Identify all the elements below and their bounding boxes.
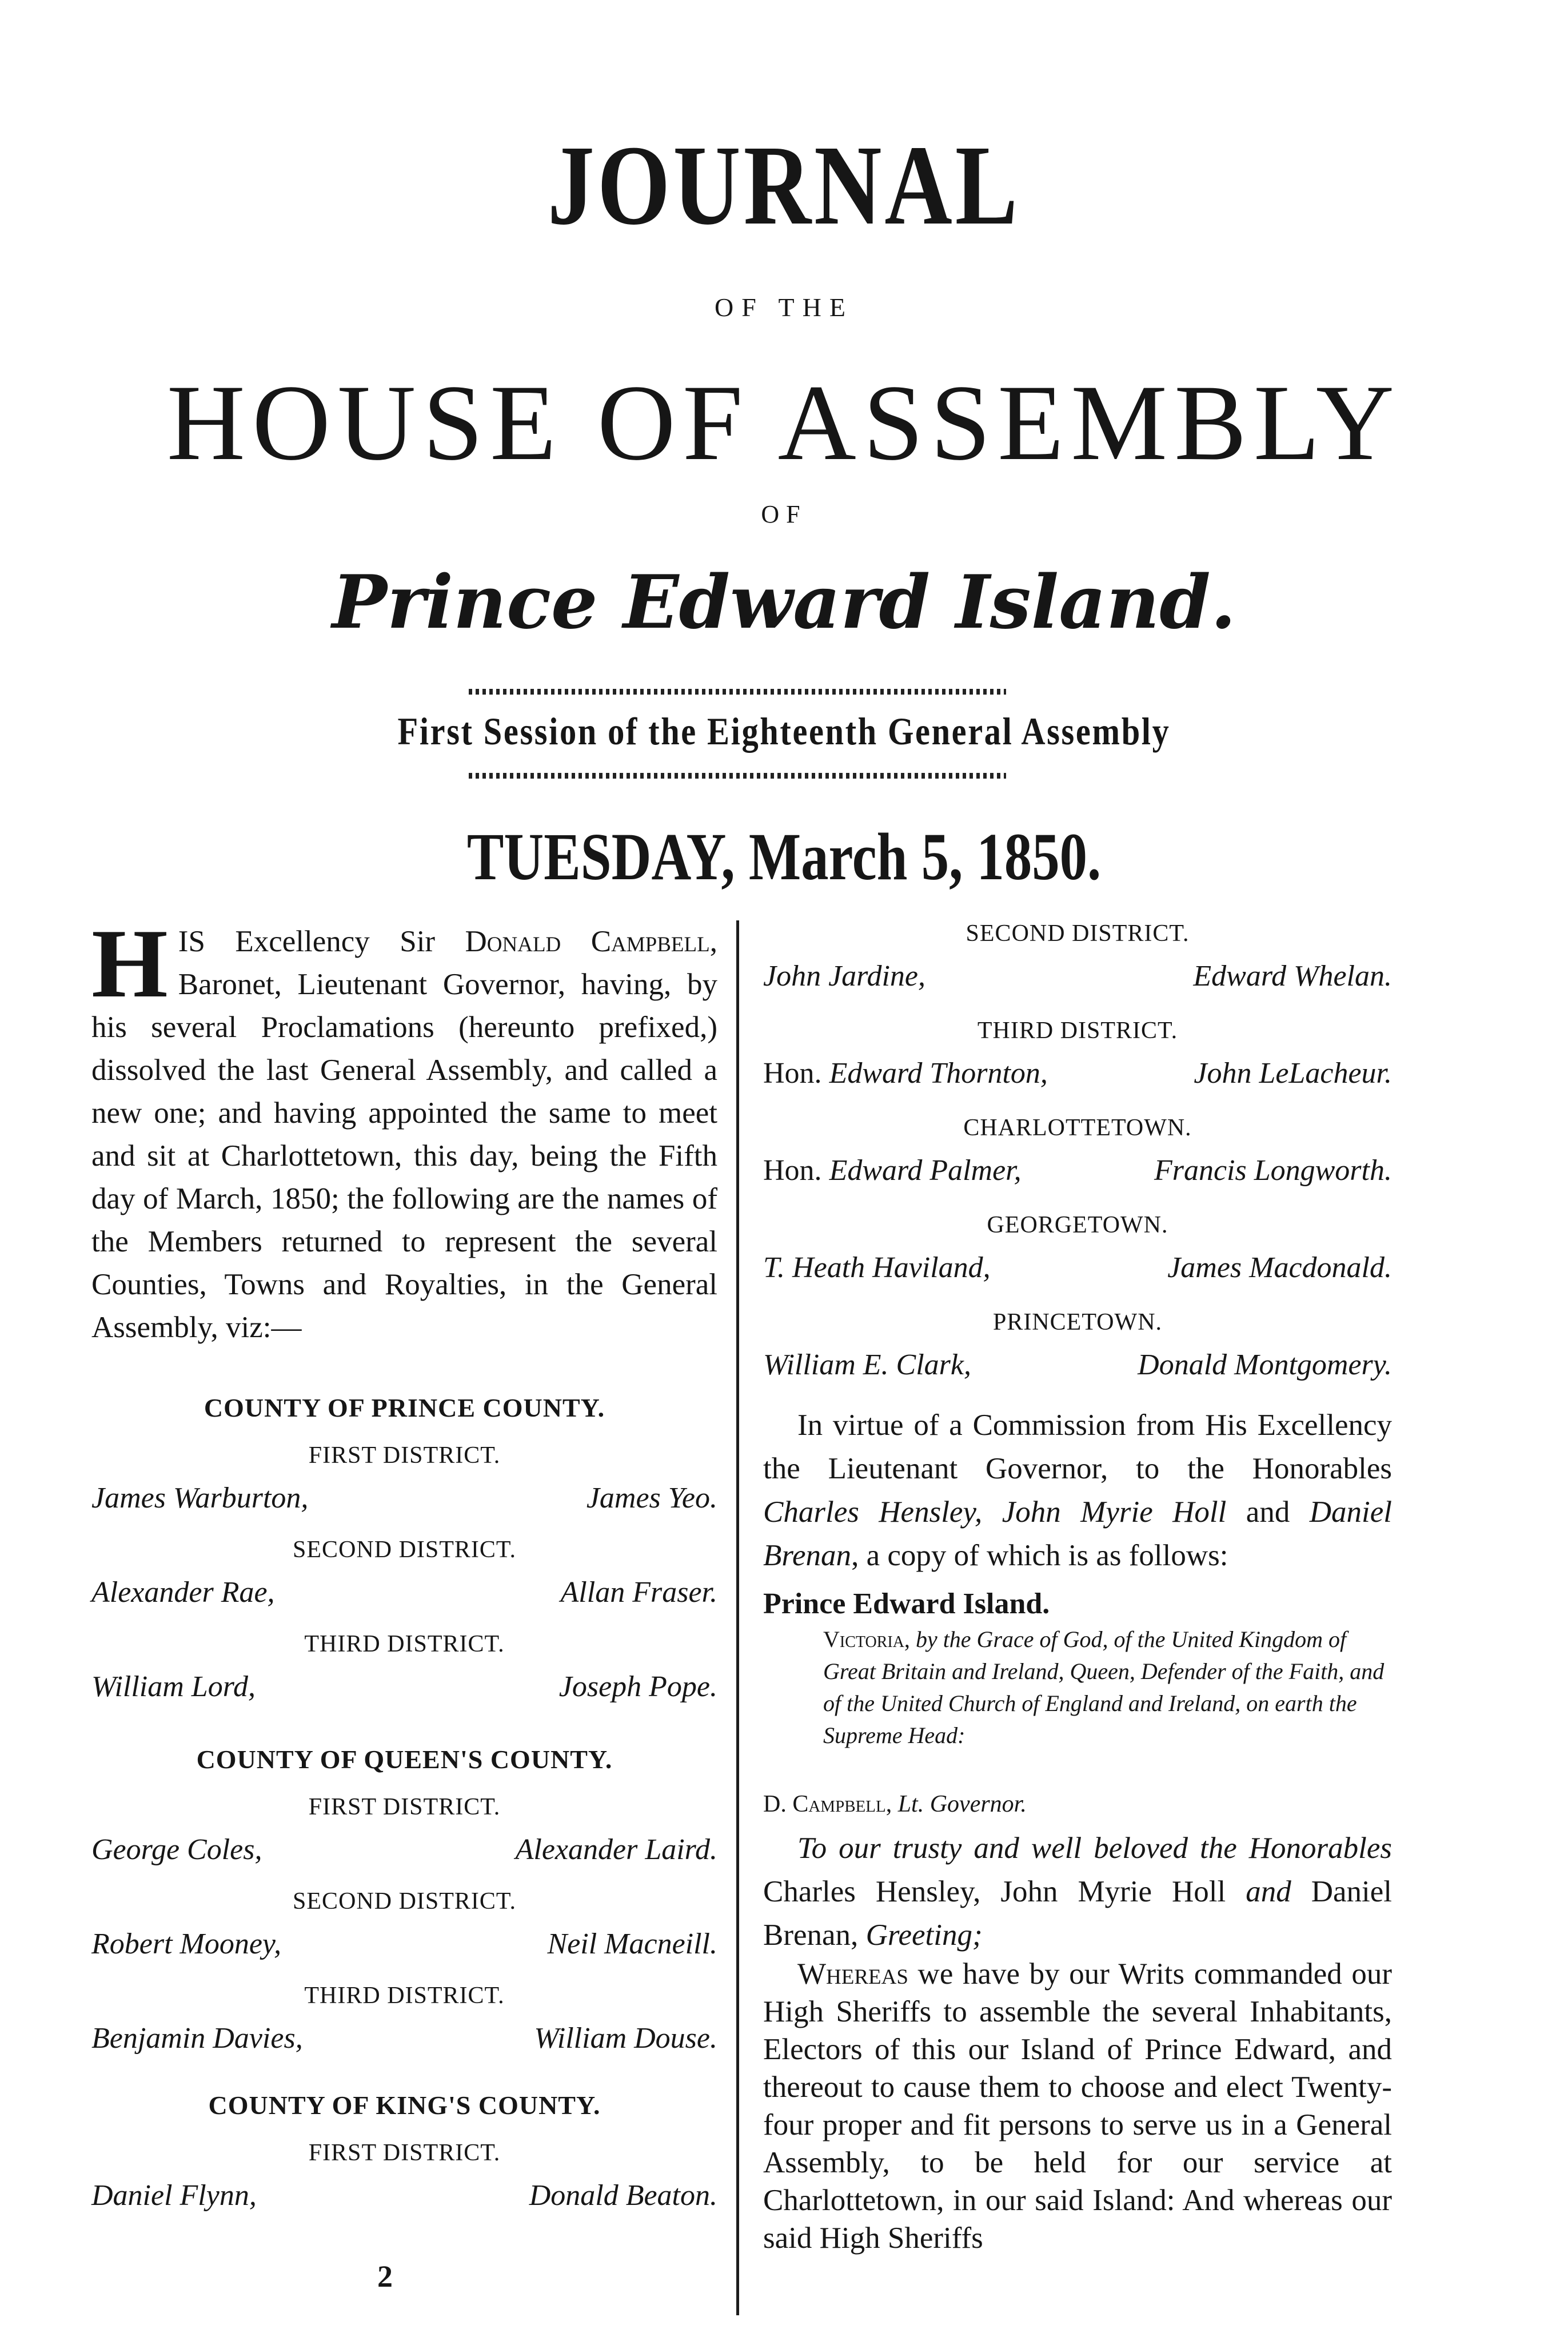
- member-name: Daniel Flynn,: [91, 2179, 257, 2212]
- district-heading: THIRD DISTRICT.: [977, 1018, 1178, 1044]
- member-name: William Lord,: [91, 1670, 256, 1703]
- district-heading: FIRST DISTRICT.: [308, 1794, 501, 1820]
- district-heading: CHARLOTTETOWN.: [963, 1115, 1192, 1141]
- member-name: Edward Whelan.: [1193, 960, 1392, 992]
- journal-title: JOURNAL: [547, 122, 1021, 249]
- member-name: Alexander Rae,: [91, 1576, 275, 1609]
- commissioner-names: Charles Hensley, John Myrie Holl: [763, 1495, 1227, 1529]
- column-divider: [736, 920, 739, 2315]
- county-heading-prince: COUNTY OF PRINCE COUNTY.: [204, 1393, 605, 1422]
- house-of-assembly-title: HOUSE OF ASSEMBLY: [166, 363, 1402, 483]
- county-heading-kings: COUNTY OF KING'S COUNTY.: [208, 2091, 601, 2120]
- royal-style-text: by the Grace of God, of the United Kingdom of Great Britain and Ireland, Queen, Defender of the Faith, and of the United Church of England and Ireland, on earth the Supreme Head:: [823, 1626, 1385, 1748]
- province-title: Prince Edward Island.: [332, 560, 1236, 645]
- signature-title: Lt. Governor.: [892, 1791, 1027, 1817]
- proclamation-heading: Prince Edward Island.: [763, 1588, 1050, 1620]
- member-name: William Douse.: [534, 2022, 717, 2055]
- member-name: Edward Thornton,: [829, 1057, 1048, 1090]
- district-heading: FIRST DISTRICT.: [308, 1442, 501, 1469]
- bottom-ornamental-rule: [469, 773, 1006, 779]
- member-name: James Macdonald.: [1167, 1251, 1392, 1284]
- member-name: Donald Montgomery.: [1138, 1349, 1392, 1381]
- greeting-paragraph: [763, 1826, 1392, 1957]
- member-name: Joseph Pope.: [558, 1670, 717, 1703]
- district-heading: PRINCETOWN.: [992, 1309, 1163, 1335]
- whereas-paragraph: [763, 1955, 1392, 2257]
- governor-signature-line: [763, 1792, 1027, 1816]
- session-date: TUESDAY, March 5, 1850.: [466, 819, 1102, 894]
- greeting-text: To our trusty and well beloved the Honorables: [797, 1832, 1392, 1865]
- member-name: Alexander Laird.: [515, 1833, 717, 1866]
- district-heading: THIRD DISTRICT.: [304, 1631, 505, 1657]
- greeting-names: Charles Hensley, John Myrie Holl: [763, 1875, 1246, 1908]
- page-number: 2: [377, 2259, 393, 2294]
- member-name: Edward Palmer,: [829, 1154, 1022, 1187]
- commission-and: and: [1226, 1495, 1310, 1529]
- member-name: Neil Macneill.: [547, 1928, 717, 1960]
- honorific: Hon.: [763, 1057, 829, 1090]
- district-heading: SECOND DISTRICT.: [293, 1888, 516, 1915]
- member-name: T. Heath Haviland,: [763, 1251, 991, 1284]
- of-the-line: OF THE: [715, 293, 853, 322]
- district-heading: SECOND DISTRICT.: [965, 920, 1190, 947]
- member-name: John LeLacheur.: [1194, 1057, 1392, 1090]
- member-name: Francis Longworth.: [1154, 1154, 1392, 1187]
- whereas-word: Whereas: [797, 1957, 908, 1991]
- district-heading: SECOND DISTRICT.: [293, 1537, 516, 1563]
- top-ornamental-rule: [469, 689, 1006, 695]
- drop-cap: H: [91, 910, 168, 1018]
- greeting-word: Greeting;: [865, 1919, 983, 1952]
- intro-paragraph: [91, 910, 717, 1349]
- member-name: John Jardine,: [763, 960, 925, 992]
- member-name: James Yeo.: [586, 1482, 717, 1514]
- commission-text-end: , a copy of which is as follows:: [851, 1539, 1228, 1572]
- member-name: Robert Mooney,: [91, 1928, 282, 1960]
- governor-name: Donald Campbell,: [465, 925, 717, 958]
- greeting-name: Daniel Brenan,: [763, 1875, 1392, 1952]
- member-name: William E. Clark,: [763, 1349, 971, 1381]
- royal-style-block: [823, 1624, 1392, 1752]
- of-line: OF: [761, 500, 807, 528]
- county-heading-queens: COUNTY OF QUEEN'S COUNTY.: [196, 1745, 613, 1774]
- member-name: Allan Fraser.: [560, 1576, 717, 1609]
- honorific: Hon.: [763, 1154, 829, 1187]
- member-name: George Coles,: [91, 1833, 262, 1866]
- district-heading: FIRST DISTRICT.: [308, 2140, 501, 2166]
- commissioner-name: Daniel Brenan: [763, 1495, 1392, 1572]
- member-name: Benjamin Davies,: [91, 2022, 303, 2055]
- member-name: Donald Beaton.: [529, 2179, 717, 2212]
- session-title: First Session of the Eighteenth General Assembly: [397, 709, 1171, 753]
- intro-part1: IS Excellency Sir: [178, 925, 465, 958]
- whereas-text: we have by our Writs commanded our High Sheriffs to assemble the several Inhabitants, Electors of this our Island of Prince Edward, and thereout to cause them to choose and elect Twenty-four proper and fit persons to serve us in a General Assembly, to be held for our service at Charlottetown, in our said Island: And whereas our said High Sheriffs: [763, 1957, 1392, 2255]
- district-heading: GEORGETOWN.: [987, 1212, 1168, 1238]
- signature-name: D. Campbell,: [763, 1791, 892, 1817]
- victoria-word: Victoria,: [823, 1626, 910, 1652]
- greeting-and: and: [1246, 1875, 1291, 1908]
- intro-part2: Baronet, Lieutenant Governor, having, by his several Proclamations (hereunto prefixed,) dissolved the last General Assembly, and called a new one; and having appointed the same to meet and sit at Charlottetown, this day, being the Fifth day of March, 1850; the following are the names of the Members returned to represent the several Counties, Towns and Royalties, in the General Assembly, viz:—: [91, 968, 717, 1344]
- district-heading: THIRD DISTRICT.: [304, 1983, 505, 2009]
- commission-paragraph: [763, 1403, 1392, 1577]
- member-name: James Warburton,: [91, 1482, 309, 1514]
- commission-text: In virtue of a Commission from His Excellency the Lieutenant Governor, to the Honorables: [763, 1409, 1392, 1485]
